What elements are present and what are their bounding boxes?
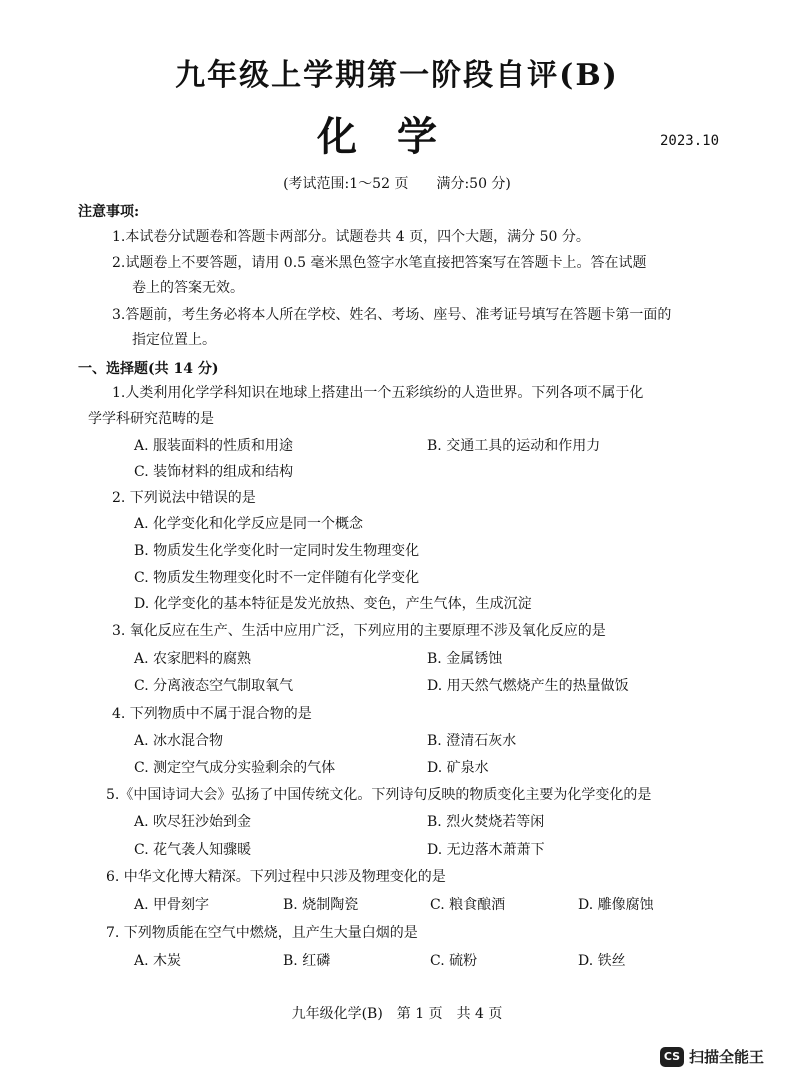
section-title: 一、选择题(共 14 分) [78, 361, 219, 377]
q4-option-d: D. 矿泉水 [427, 760, 489, 776]
q3-option-b: B. 金属锈蚀 [427, 651, 503, 667]
q6-option-b: B. 烧制陶瓷 [283, 897, 359, 913]
exam-scope: (考试范围:1～52 页 满分:50 分) [283, 176, 511, 192]
q5-option-c: C. 花气袭人知骤暖 [134, 842, 252, 858]
q7-option-c: C. 硫粉 [430, 953, 478, 969]
q3-option-a: A. 农家肥料的腐熟 [134, 651, 252, 667]
q5-option-d: D. 无边落木萧萧下 [427, 842, 545, 858]
notice-title: 注意事项: [78, 204, 140, 220]
notice-item-3: 3.答题前，考生务必将本人所在学校、姓名、考场、座号、准考证号填写在答题卡第一面的 [112, 307, 672, 323]
q2-option-a: A. 化学变化和化学反应是同一个概念 [134, 516, 364, 532]
q5-stem: 5.《中国诗词大会》弘扬了中国传统文化。下列诗句反映的物质变化主要为化学变化的是 [106, 787, 652, 803]
q2-option-b: B. 物质发生化学变化时一定同时发生物理变化 [134, 543, 420, 559]
q1-stem: 1.人类利用化学学科知识在地球上搭建出一个五彩缤纷的人造世界。下列各项不属于化 [112, 385, 644, 401]
scanner-logo-icon: CS [660, 1047, 684, 1067]
q3-option-d: D. 用天然气燃烧产生的热量做饭 [427, 678, 629, 694]
q7-option-b: B. 红磷 [283, 953, 331, 969]
subject-title: 化学 [317, 113, 477, 160]
page-footer: 九年级化学(B) 第 1 页 共 4 页 [291, 1006, 503, 1022]
scanner-watermark [660, 1046, 764, 1067]
q3-stem: 3. 氧化反应在生产、生活中应用广泛，下列应用的主要原理不涉及氧化反应的是 [112, 623, 606, 639]
q3-option-c: C. 分离液态空气制取氧气 [134, 678, 294, 694]
q2-option-d: D. 化学变化的基本特征是发光放热、变色，产生气体，生成沉淀 [134, 596, 532, 612]
q4-stem: 4. 下列物质中不属于混合物的是 [112, 706, 312, 722]
exam-date: 2023.10 [660, 133, 720, 149]
q1-option-a: A. 服装面料的性质和用途 [134, 438, 294, 454]
exam-title: 九年级上学期第一阶段自评(B) [175, 58, 619, 93]
q7-option-d: D. 铁丝 [578, 953, 626, 969]
notice-item-3-cont: 指定位置上。 [132, 332, 216, 348]
q1-option-c: C. 装饰材料的组成和结构 [134, 464, 294, 480]
q6-option-a: A. 甲骨刻字 [134, 897, 210, 913]
q4-option-a: A. 冰水混合物 [134, 733, 224, 749]
q1-option-b: B. 交通工具的运动和作用力 [427, 438, 601, 454]
q6-option-c: C. 粮食酿酒 [430, 897, 506, 913]
q5-option-b: B. 烈火焚烧若等闲 [427, 814, 545, 830]
q6-option-d: D. 雕像腐蚀 [578, 897, 654, 913]
q1-stem-cont: 学学科研究范畴的是 [88, 411, 214, 427]
q6-stem: 6. 中华文化博大精深。下列过程中只涉及物理变化的是 [106, 869, 446, 885]
q7-option-a: A. 木炭 [134, 953, 182, 969]
q2-option-c: C. 物质发生物理变化时不一定伴随有化学变化 [134, 570, 420, 586]
scanner-brand-text: 扫描全能王 [689, 1048, 765, 1066]
q5-option-a: A. 吹尽狂沙始到金 [134, 814, 252, 830]
q4-option-c: C. 测定空气成分实验剩余的气体 [134, 760, 336, 776]
q7-stem: 7. 下列物质能在空气中燃烧，且产生大量白烟的是 [106, 925, 418, 941]
notice-item-2-cont: 卷上的答案无效。 [132, 280, 244, 296]
q2-stem: 2. 下列说法中错误的是 [112, 490, 256, 506]
notice-item-1: 1.本试卷分试题卷和答题卡两部分。试题卷共 4 页，四个大题，满分 50 分。 [112, 229, 590, 245]
q4-option-b: B. 澄清石灰水 [427, 733, 517, 749]
notice-item-2: 2.试题卷上不要答题，请用 0.5 毫米黑色签字水笔直接把答案写在答题卡上。答在试题 [112, 255, 647, 271]
